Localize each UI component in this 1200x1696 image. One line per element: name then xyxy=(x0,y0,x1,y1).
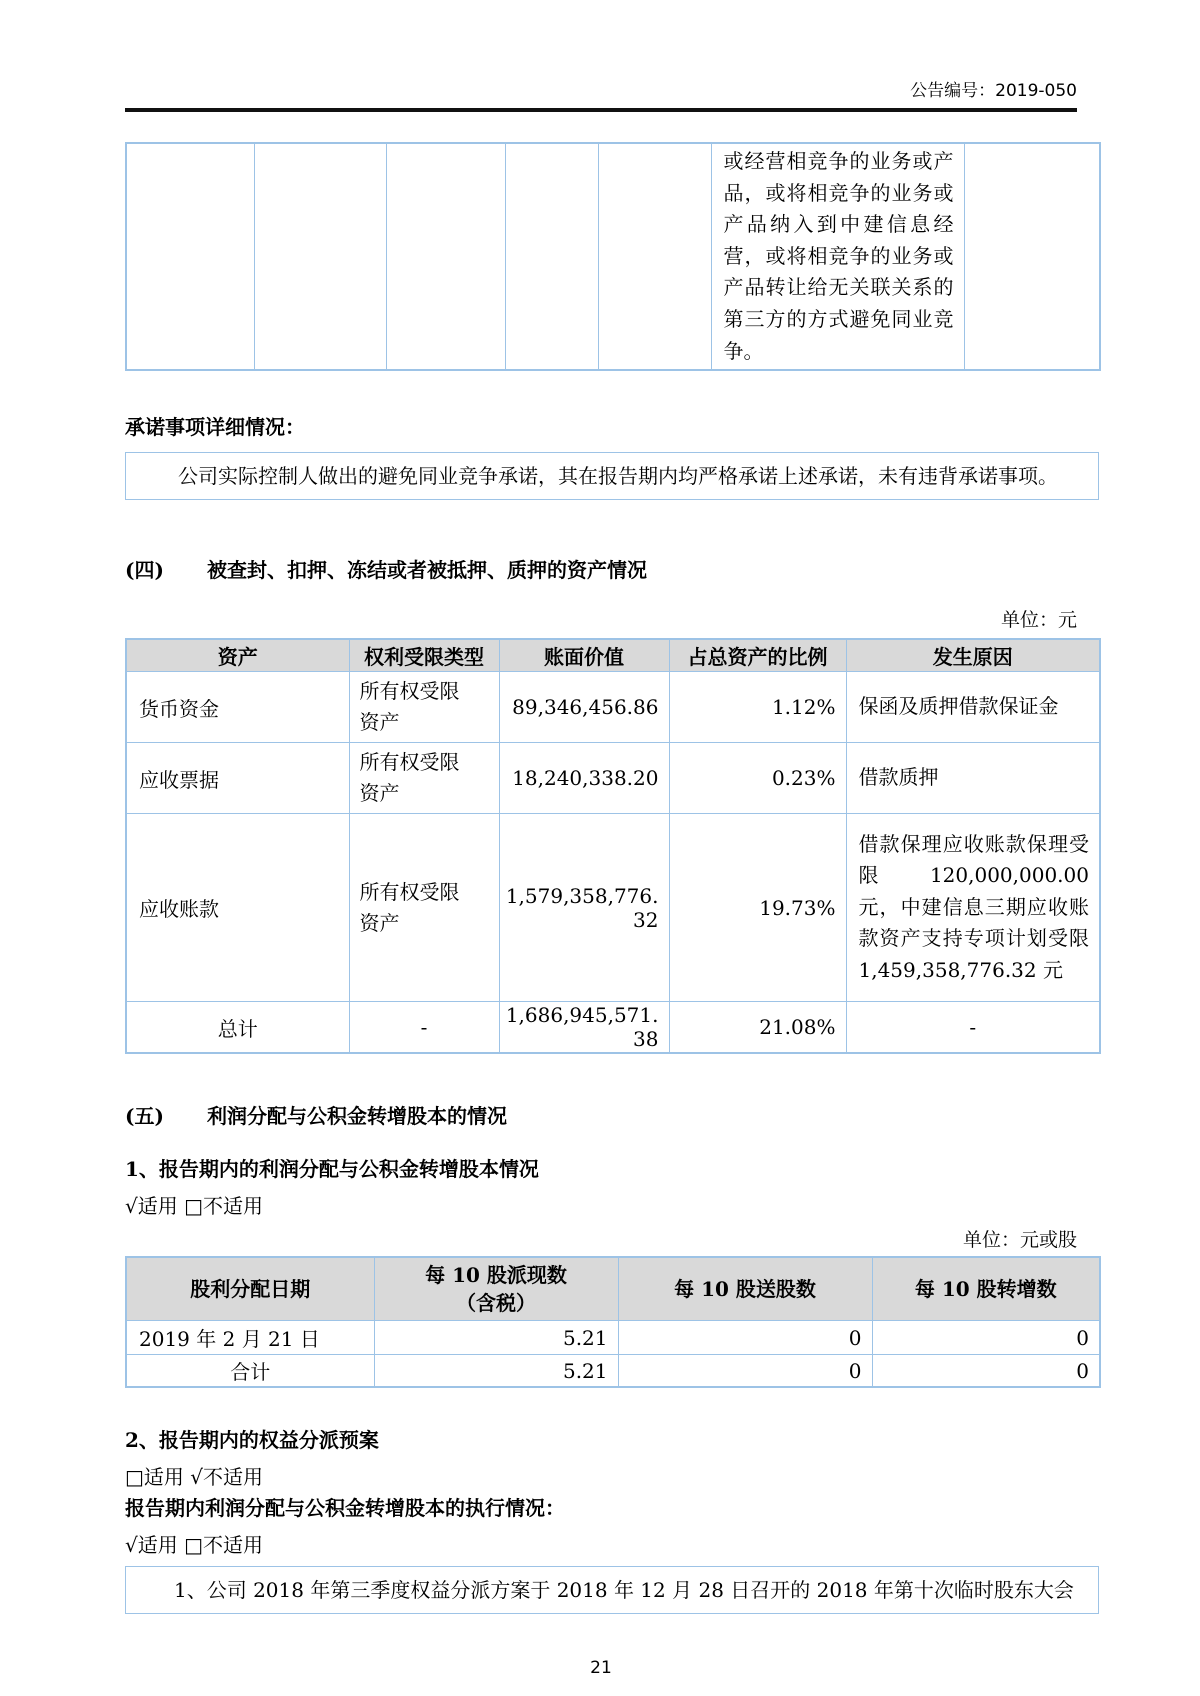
table-row xyxy=(126,1321,1100,1355)
section5-heading xyxy=(125,1100,1099,1129)
header-bonus-per-10-shares: 每 10 股送股数 xyxy=(618,1257,872,1321)
restriction-type-cell: 所有权受限资产 xyxy=(349,743,499,814)
header-cash-line2: （含税） xyxy=(456,1291,536,1316)
sub2-heading: 2、报告期内的权益分派预案 xyxy=(125,1428,379,1453)
commitment-note-text: 公司实际控制人做出的避免同业竞争承诺，其在报告期内均严格承诺上述承诺，未有违背承诺事项。 xyxy=(178,464,1058,489)
reason-cell: 借款保理应收账款保理受限 120,000,000.00 元，中建信息三期应收账款资产支持专项计划受限 1,459,358,776.32 元 xyxy=(846,814,1100,1002)
header-rule xyxy=(125,108,1077,112)
asset-name-cell: 货币资金 xyxy=(126,672,349,743)
commitment-continuation-table xyxy=(125,142,1101,371)
restriction-type-cell: 所有权受限资产 xyxy=(349,672,499,743)
header-convert-per-10-shares: 每 10 股转增数 xyxy=(872,1257,1100,1321)
commitment-details-heading: 承诺事项详细情况： xyxy=(125,415,305,440)
ratio-cell: 19.73% xyxy=(669,814,846,1002)
empty-cell xyxy=(126,143,254,370)
table-total-row xyxy=(126,1355,1100,1388)
ratio-cell: 0.23% xyxy=(669,743,846,814)
convert-cell: 0 xyxy=(872,1321,1100,1355)
asset-name-cell: 应收票据 xyxy=(126,743,349,814)
empty-cell xyxy=(964,143,1100,370)
total-ratio-cell: 21.08% xyxy=(669,1002,846,1054)
dividend-date-cell: 2019 年 2 月 21 日 xyxy=(126,1321,374,1355)
ratio-cell: 1.12% xyxy=(669,672,846,743)
empty-cell xyxy=(598,143,711,370)
page-number: 21 xyxy=(590,1658,612,1679)
header-ratio: 占总资产的比例 xyxy=(669,639,846,672)
sub1-applicability: √适用 □不适用 xyxy=(125,1194,263,1219)
cash-cell: 5.21 xyxy=(374,1355,618,1388)
table-header-row xyxy=(126,1257,1100,1321)
bonus-cell: 0 xyxy=(618,1321,872,1355)
book-value-cell: 1,579,358,776.32 xyxy=(499,814,669,1002)
header-reason: 发生原因 xyxy=(846,639,1100,672)
unit-label-yuan: 单位：元 xyxy=(1000,609,1077,632)
commitment-note-box xyxy=(125,452,1099,500)
dividend-total-label-cell: 合计 xyxy=(126,1355,374,1388)
total-label-cell: 总计 xyxy=(126,1002,349,1054)
header-dividend-date: 股利分配日期 xyxy=(126,1257,374,1321)
asset-name-cell: 应收账款 xyxy=(126,814,349,1002)
empty-cell xyxy=(505,143,598,370)
unit-label-yuan-or-share: 单位：元或股 xyxy=(962,1229,1077,1252)
section5-number: (五) xyxy=(125,1104,164,1129)
commitment-text-cell: 或经营相竞争的业务或产品，或将相竞争的业务或产品纳入到中建信息经营，或将相竞争的业务或产品转让给无关联关系的第三方的方式避免同业竞争。 xyxy=(711,143,964,370)
doc-number: 公告编号：2019-050 xyxy=(910,81,1077,101)
empty-cell xyxy=(254,143,386,370)
header-cash-per-10-shares xyxy=(374,1257,618,1321)
table-total-row xyxy=(126,1002,1100,1054)
section4-number: (四) xyxy=(125,558,164,583)
header-asset: 资产 xyxy=(126,639,349,672)
cash-cell: 5.21 xyxy=(374,1321,618,1355)
reason-cell: 保函及质押借款保证金 xyxy=(846,672,1100,743)
section4-heading xyxy=(125,554,1099,583)
header-book-value: 账面价值 xyxy=(499,639,669,672)
table-row xyxy=(126,743,1100,814)
sub1-heading: 1、报告期内的利润分配与公积金转增股本情况 xyxy=(125,1157,539,1182)
dividend-distribution-table xyxy=(125,1256,1101,1388)
table-row xyxy=(126,814,1100,1002)
header-cash-line1: 每 10 股派现数 xyxy=(425,1263,567,1288)
table-header-row xyxy=(126,639,1100,672)
sub2-applicability: □适用 √不适用 xyxy=(125,1465,263,1490)
reason-cell: 借款质押 xyxy=(846,743,1100,814)
total-value-cell: 1,686,945,571.38 xyxy=(499,1002,669,1054)
book-value-cell: 18,240,338.20 xyxy=(499,743,669,814)
table-row xyxy=(126,672,1100,743)
execution-applicability: √适用 □不适用 xyxy=(125,1533,263,1558)
book-value-cell: 89,346,456.86 xyxy=(499,672,669,743)
convert-cell: 0 xyxy=(872,1355,1100,1388)
restriction-type-cell: 所有权受限资产 xyxy=(349,814,499,1002)
execution-note-text: 1、公司 2018 年第三季度权益分派方案于 2018 年 12 月 28 日召开的 2018 年第十次临时股东大会 xyxy=(174,1578,1074,1603)
pledged-assets-table xyxy=(125,638,1101,1054)
execution-heading: 报告期内利润分配与公积金转增股本的执行情况： xyxy=(125,1496,565,1521)
bonus-cell: 0 xyxy=(618,1355,872,1388)
total-type-cell: - xyxy=(349,1002,499,1054)
execution-note-box xyxy=(125,1566,1099,1614)
section5-title: 利润分配与公积金转增股本的情况 xyxy=(207,1104,507,1129)
empty-cell xyxy=(386,143,505,370)
header-restriction-type: 权利受限类型 xyxy=(349,639,499,672)
total-reason-cell: - xyxy=(846,1002,1100,1054)
table-row xyxy=(126,143,1100,370)
section4-title: 被查封、扣押、冻结或者被抵押、质押的资产情况 xyxy=(207,558,647,583)
